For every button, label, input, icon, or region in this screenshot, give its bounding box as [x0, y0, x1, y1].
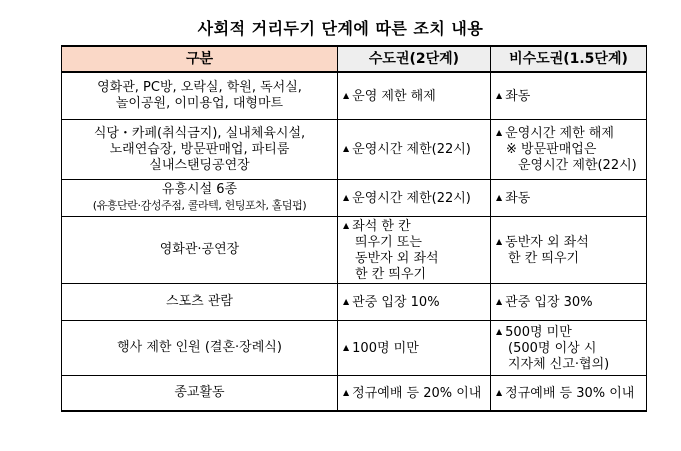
category-line: 노래연습장, 방문판매업, 파티룸 — [109, 141, 290, 157]
measure-item: ▲ 관중 입장 10% — [343, 294, 440, 310]
header-category: 구분 — [62, 46, 338, 72]
non-capital-cell — [491, 217, 647, 284]
bullet-triangle-icon: ▲ — [496, 387, 503, 397]
category-cell — [62, 284, 338, 321]
bullet-triangle-icon: ▲ — [496, 236, 503, 246]
bullet-triangle-icon: ▲ — [496, 192, 503, 202]
measure-item: ▲ 운영시간 제한(22시) — [343, 142, 471, 157]
category-line: 놀이공원, 이미용업, 대형마트 — [115, 96, 284, 111]
bullet-triangle-icon: ▲ — [343, 220, 350, 230]
bullet-triangle-icon: ▲ — [343, 296, 350, 306]
non-capital-cell — [491, 376, 647, 412]
category-line: 식당・카페(취식금지), 실내체육시설, — [93, 125, 306, 141]
category-subline: (유흥단란·감성주점, 콜라텍, 헌팅포차, 홀덤펍) — [92, 199, 307, 212]
measure-item: ▲ 좌동 — [496, 190, 531, 206]
capital-cell — [338, 72, 491, 120]
bullet-triangle-icon: ▲ — [343, 144, 350, 153]
category-cell — [62, 120, 338, 180]
capital-cell — [338, 180, 491, 217]
measure-item-continued: 동반자 외 좌석 — [355, 250, 439, 266]
non-capital-cell — [491, 180, 647, 217]
measure-item-continued: 띄우기 또는 — [355, 234, 422, 250]
header-capital-area: 수도권(2단계) — [338, 46, 491, 72]
table-row — [62, 72, 647, 120]
category-line: 영화관, PC방, 오락실, 학원, 독서실, — [97, 80, 302, 95]
measure-note: ※ 방문판매업은 — [506, 142, 597, 157]
measure-item-continued: (500명 이상 시 — [508, 340, 597, 356]
category-line: 유흥시설 6종 — [161, 182, 238, 197]
category-line: 종교활동 — [174, 385, 225, 400]
measure-item: ▲ 운영시간 제한 해제 — [496, 126, 614, 141]
capital-cell — [338, 321, 491, 376]
header-non-capital-area: 비수도권(1.5단계) — [491, 46, 647, 72]
table-header — [62, 46, 647, 72]
table-row — [62, 217, 647, 284]
table-row — [62, 180, 647, 217]
measure-item: ▲ 정규예배 등 30% 이내 — [496, 385, 635, 401]
measure-item-continued: 한 칸 띄우기 — [508, 250, 580, 266]
category-cell — [62, 72, 338, 120]
category-cell — [62, 321, 338, 376]
category-line: 스포츠 관람 — [166, 294, 233, 309]
measure-item: ▲ 500명 미만 — [496, 324, 572, 340]
bullet-triangle-icon: ▲ — [343, 90, 350, 100]
table-row — [62, 321, 647, 376]
bullet-triangle-icon: ▲ — [496, 296, 503, 306]
category-line: 행사 제한 인원 (결혼·장례식) — [117, 340, 282, 355]
measure-item: ▲ 동반자 외 좌석 — [496, 234, 589, 250]
table-body — [62, 72, 647, 411]
bullet-triangle-icon: ▲ — [496, 90, 503, 100]
measure-item: ▲ 좌동 — [496, 88, 531, 104]
measure-item: ▲ 좌석 한 칸 — [343, 218, 411, 234]
measure-item: ▲ 정규예배 등 20% 이내 — [343, 385, 482, 401]
capital-cell — [338, 217, 491, 284]
measure-item: ▲ 운영시간 제한(22시) — [343, 190, 471, 206]
bullet-triangle-icon: ▲ — [496, 326, 503, 336]
header-row — [62, 46, 647, 72]
bullet-triangle-icon: ▲ — [496, 128, 503, 137]
capital-cell — [338, 284, 491, 321]
measure-note-continued: 운영시간 제한(22시) — [518, 158, 637, 173]
measures-table — [61, 45, 647, 412]
non-capital-cell — [491, 72, 647, 120]
category-cell — [62, 376, 338, 412]
non-capital-cell — [491, 321, 647, 376]
document-title: 사회적 거리두기 단계에 따른 조치 내용 — [197, 19, 484, 38]
category-cell — [62, 217, 338, 284]
bullet-triangle-icon: ▲ — [343, 387, 350, 397]
category-line: 실내스탠딩공연장 — [149, 157, 250, 173]
non-capital-cell — [491, 284, 647, 321]
measure-item: ▲ 100명 미만 — [343, 340, 419, 356]
measure-item-continued: 지자체 신고·협의) — [508, 356, 610, 372]
non-capital-cell — [491, 120, 647, 180]
capital-cell — [338, 120, 491, 180]
capital-cell — [338, 376, 491, 412]
category-line: 영화관·공연장 — [159, 242, 240, 257]
bullet-triangle-icon: ▲ — [343, 192, 350, 202]
category-cell — [62, 180, 338, 217]
bullet-triangle-icon: ▲ — [343, 342, 350, 352]
table-row — [62, 284, 647, 321]
measure-item: ▲ 운영 제한 해제 — [343, 88, 436, 104]
table-row — [62, 120, 647, 180]
measure-item: ▲ 관중 입장 30% — [496, 294, 593, 310]
measure-item-continued: 한 칸 띄우기 — [355, 266, 427, 282]
table-row — [62, 376, 647, 412]
